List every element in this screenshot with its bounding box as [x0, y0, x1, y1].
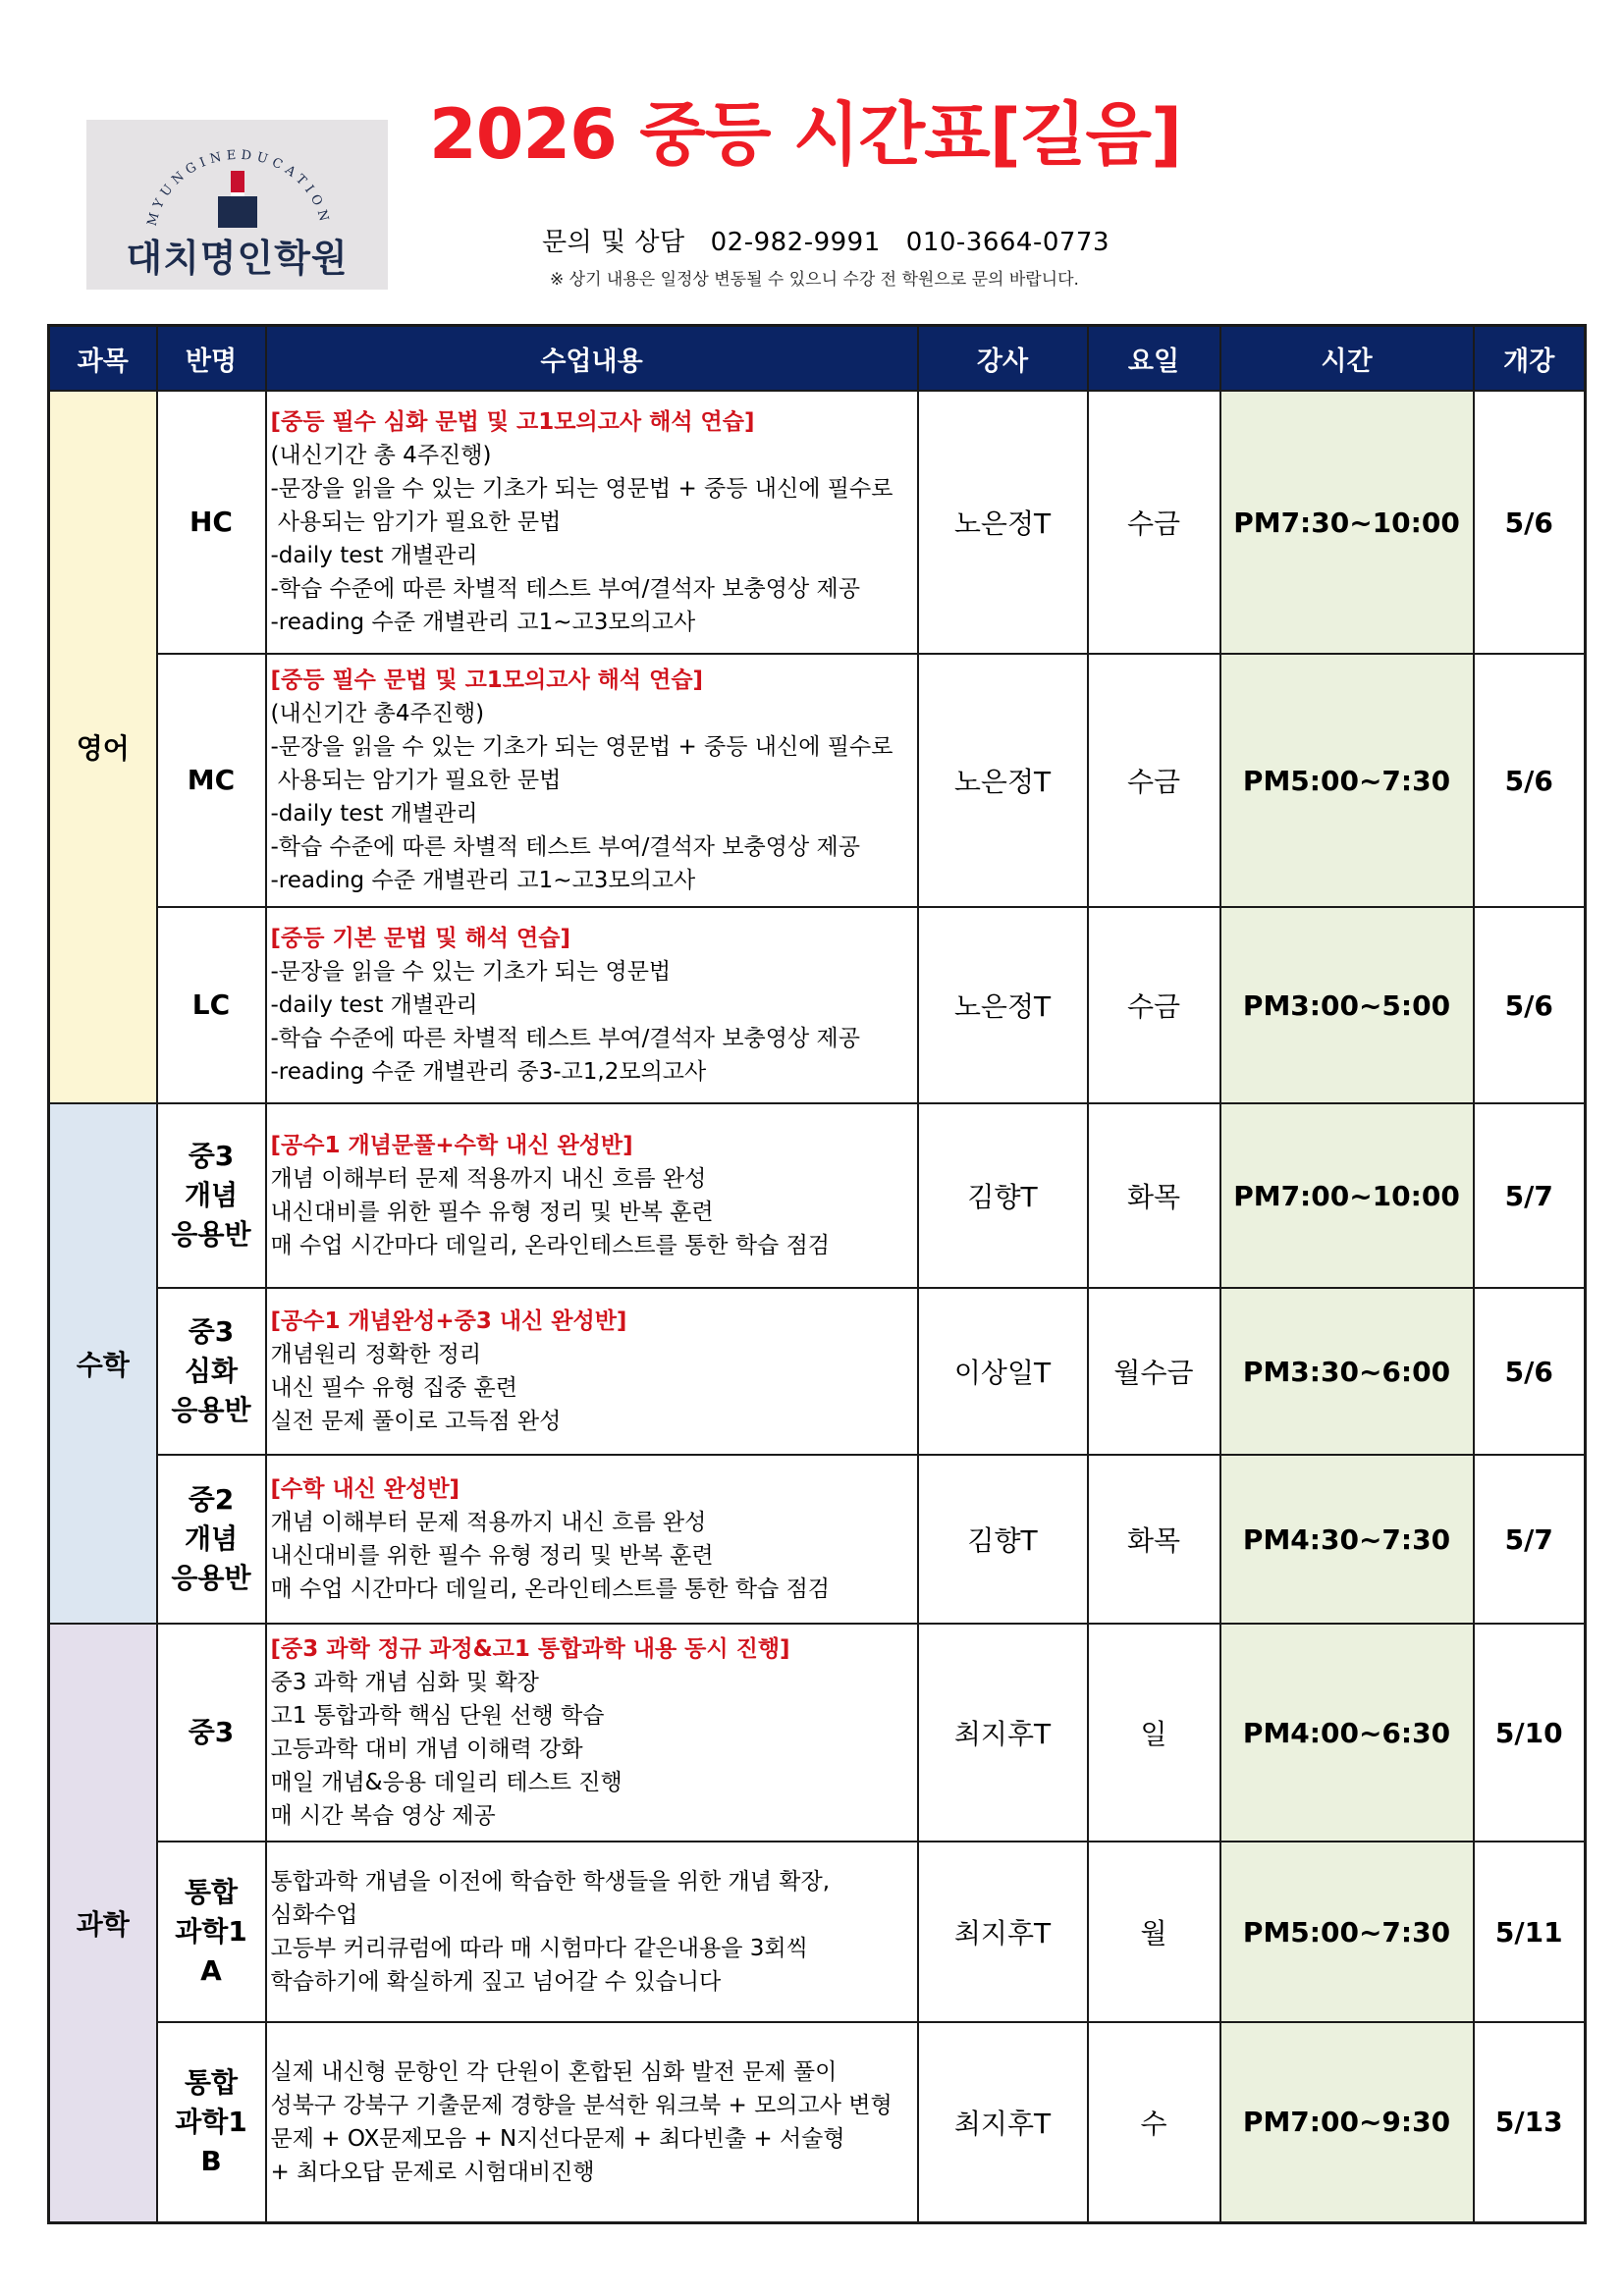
class-name: LC [157, 907, 266, 1103]
class-name-line: A [200, 1954, 222, 1987]
table-header-row [49, 326, 1586, 392]
class-time: PM5:00~7:30 [1220, 1842, 1474, 2022]
content-line: 내신대비를 위한 필수 유형 정리 및 반복 훈련 [270, 1200, 714, 1225]
start-date: 5/6 [1474, 654, 1586, 907]
header-time: 시간 [1220, 326, 1474, 392]
content-highlight: [중3 과학 정규 과정&고1 통합과학 내용 동시 진행] [270, 1636, 790, 1662]
class-name-line: 과학1 [175, 2105, 247, 2138]
class-content [266, 1455, 918, 1624]
content-line: 내신대비를 위한 필수 유형 정리 및 반복 훈련 [270, 1543, 714, 1569]
class-content [266, 1624, 918, 1842]
start-date: 5/7 [1474, 1103, 1586, 1288]
class-time: PM7:00~10:00 [1220, 1103, 1474, 1288]
teacher: 김향T [918, 1103, 1088, 1288]
class-name-line: 통합 [184, 1876, 239, 1908]
class-name-line: 중2 [188, 1483, 235, 1516]
content-line: -daily test 개별관리 [270, 543, 478, 568]
start-date: 5/7 [1474, 1455, 1586, 1624]
class-name [157, 1103, 266, 1288]
contact-phone-1: 02-982-9991 [710, 228, 881, 257]
class-time: PM7:30~10:00 [1220, 391, 1474, 654]
class-days: 수금 [1088, 654, 1220, 907]
academy-logo [86, 120, 388, 290]
content-line: 사용되는 암기가 필요한 문법 [270, 768, 562, 793]
content-line: 개념 이해부터 문제 적용까지 내신 흐름 완성 [270, 1166, 707, 1192]
class-time: PM3:30~6:00 [1220, 1288, 1474, 1455]
class-days: 월수금 [1088, 1288, 1220, 1455]
content-line: 개념 이해부터 문제 적용까지 내신 흐름 완성 [270, 1510, 707, 1535]
table-row [49, 2022, 1586, 2222]
logo-name: 대치명인학원 [126, 237, 349, 280]
class-days: 수금 [1088, 907, 1220, 1103]
class-name-line: B [200, 2144, 222, 2177]
content-line: 고등부 커리큐럼에 따라 매 시험마다 같은내용을 3회씩 [270, 1936, 808, 1961]
header-teacher: 강사 [918, 326, 1088, 392]
class-days: 일 [1088, 1624, 1220, 1842]
content-line: -reading 수준 개별관리 고1~고3모의고사 [270, 868, 696, 893]
class-name [157, 1455, 266, 1624]
content-line: (내신기간 총 4주진행) [270, 443, 492, 468]
teacher: 최지후T [918, 1842, 1088, 2022]
class-content [266, 1103, 918, 1288]
content-line: -학습 수준에 따른 차별적 테스트 부여/결석자 보충영상 제공 [270, 1026, 860, 1051]
table-row [49, 654, 1586, 907]
content-line: 성북구 강북구 기출문제 경향을 분석한 워크북 + 모의고사 변형 [270, 2092, 893, 2118]
teacher: 노은정T [918, 907, 1088, 1103]
subject-cell-science: 과학 [49, 1624, 157, 2222]
content-line: -문장을 읽을 수 있는 기초가 되는 영문법 [270, 959, 672, 985]
class-name-line: 중3 [188, 1315, 235, 1348]
content-line: 매 수업 시간마다 데일리, 온라인테스트를 통한 학습 점검 [270, 1576, 831, 1602]
logo-emblem-icon [218, 171, 257, 228]
teacher: 최지후T [918, 2022, 1088, 2222]
content-line: 매 수업 시간마다 데일리, 온라인테스트를 통한 학습 점검 [270, 1233, 831, 1258]
table-row [49, 1103, 1586, 1288]
content-line: -문장을 읽을 수 있는 기초가 되는 영문법 + 중등 내신에 필수로 [270, 476, 893, 502]
teacher: 이상일T [918, 1288, 1088, 1455]
class-name-line: 응용반 [171, 1394, 251, 1426]
content-line: 문제 + OX문제모음 + N지선다문제 + 최다빈출 + 서술형 [270, 2125, 845, 2152]
content-highlight: [중등 필수 심화 문법 및 고1모의고사 해석 연습] [270, 409, 755, 435]
class-name-line: 심화 [184, 1355, 239, 1387]
class-name-line: 개념 [184, 1522, 239, 1555]
notice-text: ※ 상기 내용은 일정상 변동될 수 있으니 수강 전 학원으로 문의 바랍니다. [550, 270, 1079, 290]
content-line: -daily test 개별관리 [270, 992, 478, 1018]
table-row [49, 1288, 1586, 1455]
content-line: 고1 통합과학 핵심 단원 선행 학습 [270, 1703, 605, 1729]
table-row [49, 1842, 1586, 2022]
class-content [266, 907, 918, 1103]
class-name-line: 중3 [188, 1716, 235, 1748]
content-line: + 최다오답 문제로 시험대비진행 [270, 2159, 595, 2185]
start-date: 5/11 [1474, 1842, 1586, 2022]
contact-line [542, 222, 1135, 258]
start-date: 5/6 [1474, 1288, 1586, 1455]
page-title: 2026 중등 시간표[길음] [429, 94, 1181, 175]
class-content [266, 391, 918, 654]
class-days: 수금 [1088, 391, 1220, 654]
header-subject: 과목 [49, 326, 157, 392]
class-content [266, 654, 918, 907]
teacher: 노은정T [918, 654, 1088, 907]
content-line: -reading 수준 개별관리 중3-고1,2모의고사 [270, 1059, 707, 1085]
content-line: -문장을 읽을 수 있는 기초가 되는 영문법 + 중등 내신에 필수로 [270, 734, 893, 760]
class-name [157, 1842, 266, 2022]
start-date: 5/10 [1474, 1624, 1586, 1842]
class-time: PM3:00~5:00 [1220, 907, 1474, 1103]
content-highlight: [공수1 개념완성+중3 내신 완성반] [270, 1308, 627, 1334]
content-line: 매 시간 복습 영상 제공 [270, 1803, 496, 1829]
subject-cell-english: 영어 [49, 391, 157, 1103]
class-name-line: 과학1 [175, 1915, 247, 1948]
content-line: 학습하기에 확실하게 짚고 넘어갈 수 있습니다 [270, 1969, 722, 1995]
svg-text:MYUNGINEDUCATION: MYUNGINEDUCATION [144, 147, 333, 228]
class-name-line: 응용반 [171, 1562, 251, 1594]
class-time: PM7:00~9:30 [1220, 2022, 1474, 2222]
content-line: 실제 내신형 문항인 각 단원이 혼합된 심화 발전 문제 풀이 [270, 2058, 838, 2085]
class-days: 수 [1088, 2022, 1220, 2222]
content-line: -reading 수준 개별관리 고1~고3모의고사 [270, 610, 696, 635]
class-content [266, 2022, 918, 2222]
content-line: -daily test 개별관리 [270, 801, 478, 827]
start-date: 5/6 [1474, 907, 1586, 1103]
start-date: 5/6 [1474, 391, 1586, 654]
header-start: 개강 [1474, 326, 1586, 392]
content-line: 중3 과학 개념 심화 및 확장 [270, 1670, 539, 1695]
class-days: 화목 [1088, 1103, 1220, 1288]
class-time: PM4:00~6:30 [1220, 1624, 1474, 1842]
subject-cell-math: 수학 [49, 1103, 157, 1624]
content-highlight: [중등 기본 문법 및 해석 연습] [270, 926, 570, 951]
teacher: 최지후T [918, 1624, 1088, 1842]
content-highlight: [공수1 개념문풀+수학 내신 완성반] [270, 1133, 633, 1158]
table-row [49, 1455, 1586, 1624]
class-name [157, 1624, 266, 1842]
content-highlight: [수학 내신 완성반] [270, 1476, 460, 1502]
content-line: -학습 수준에 따른 차별적 테스트 부여/결석자 보충영상 제공 [270, 834, 860, 860]
teacher: 노은정T [918, 391, 1088, 654]
class-name: MC [157, 654, 266, 907]
class-name: HC [157, 391, 266, 654]
class-content [266, 1842, 918, 2022]
content-line: 매일 개념&응용 데일리 테스트 진행 [270, 1770, 623, 1795]
content-line: 내신 필수 유형 집중 훈련 [270, 1375, 517, 1401]
class-name-line: 응용반 [171, 1218, 251, 1251]
content-line: -학습 수준에 따른 차별적 테스트 부여/결석자 보충영상 제공 [270, 576, 860, 602]
content-highlight: [중등 필수 문법 및 고1모의고사 해석 연습] [270, 667, 704, 693]
schedule-table [47, 324, 1587, 2224]
content-line: 심화수업 [270, 1902, 358, 1928]
contact-phone-2: 010-3664-0773 [905, 228, 1110, 257]
content-line: 개념원리 정확한 정리 [270, 1342, 482, 1367]
header-days: 요일 [1088, 326, 1220, 392]
start-date: 5/13 [1474, 2022, 1586, 2222]
header-class: 반명 [157, 326, 266, 392]
table-row [49, 1624, 1586, 1842]
header-content: 수업내용 [266, 326, 918, 392]
table-row [49, 391, 1586, 654]
class-content [266, 1288, 918, 1455]
class-name-line: 통합 [184, 2065, 239, 2099]
class-days: 화목 [1088, 1455, 1220, 1624]
class-time: PM4:30~7:30 [1220, 1455, 1474, 1624]
class-name [157, 1288, 266, 1455]
content-line: 통합과학 개념을 이전에 학습한 학생들을 위한 개념 확장, [270, 1869, 831, 1895]
content-line: 고등과학 대비 개념 이해력 강화 [270, 1736, 583, 1762]
class-name-line: 개념 [184, 1179, 239, 1211]
content-line: (내신기간 총4주진행) [270, 701, 485, 726]
class-name-line: 중3 [188, 1140, 235, 1172]
teacher: 김향T [918, 1455, 1088, 1624]
content-line: 실전 문제 풀이로 고득점 완성 [270, 1409, 562, 1434]
class-name [157, 2022, 266, 2222]
content-line: 사용되는 암기가 필요한 문법 [270, 509, 562, 535]
contact-label: 문의 및 상담 [542, 228, 685, 257]
class-days: 월 [1088, 1842, 1220, 2022]
table-row [49, 907, 1586, 1103]
class-time: PM5:00~7:30 [1220, 654, 1474, 907]
